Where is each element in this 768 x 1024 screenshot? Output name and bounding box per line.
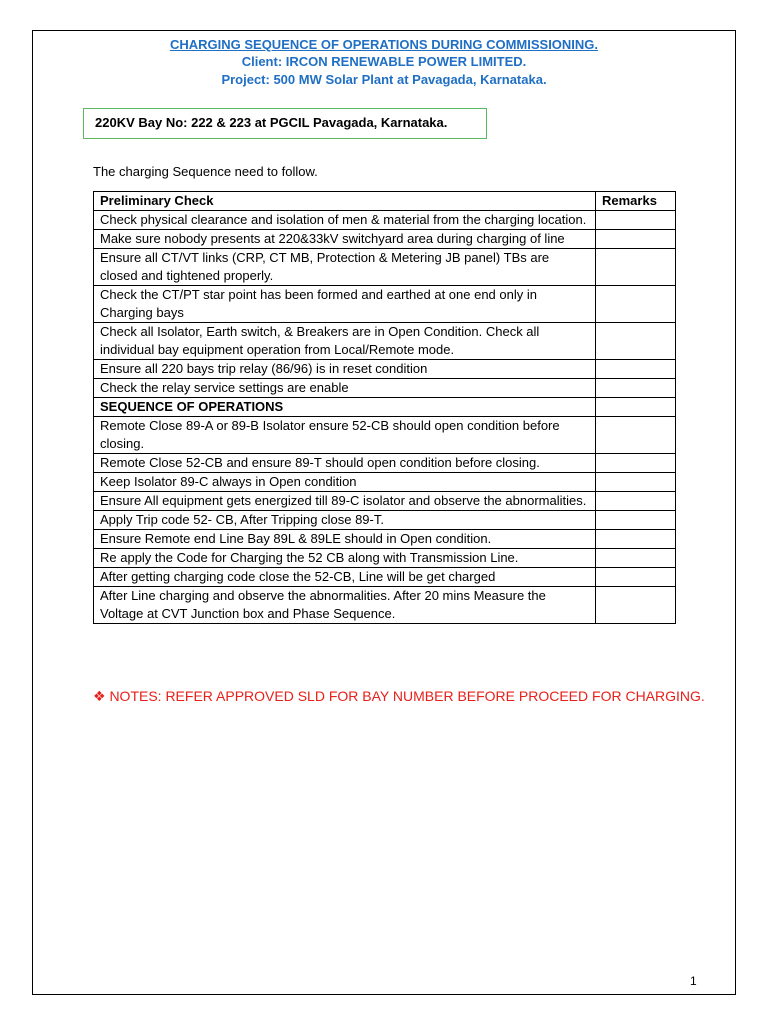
remarks-cell [596, 473, 676, 492]
operation-step: Re apply the Code for Charging the 52 CB along with Transmission Line. [94, 549, 596, 568]
remarks-cell [596, 360, 676, 379]
table-row [94, 230, 676, 249]
remarks-cell [596, 286, 676, 323]
operation-step: Apply Trip code 52- CB, After Tripping close 89-T. [94, 511, 596, 530]
remarks-cell [596, 211, 676, 230]
remarks-cell [596, 398, 676, 417]
sequence-table [93, 191, 676, 624]
column-header-check: Preliminary Check [94, 192, 596, 211]
intro-text: The charging Sequence need to follow. [93, 164, 318, 179]
section-header-row [94, 398, 676, 417]
project-line: Project: 500 MW Solar Plant at Pavagada, Karnataka. [221, 72, 547, 87]
remarks-cell [596, 568, 676, 587]
check-item: Check physical clearance and isolation of men & material from the charging location. [94, 211, 596, 230]
check-item: Check the CT/PT star point has been formed and earthed at one end only in Charging bays [94, 286, 596, 323]
table-row [94, 417, 676, 454]
check-item: Check the relay service settings are enable [94, 379, 596, 398]
table-row [94, 473, 676, 492]
table-row [94, 211, 676, 230]
table-row [94, 286, 676, 323]
operation-step: Keep Isolator 89-C always in Open condition [94, 473, 596, 492]
document-title: CHARGING SEQUENCE OF OPERATIONS DURING COMMISSIONING. [169, 37, 599, 52]
remarks-cell [596, 587, 676, 624]
section-heading: SEQUENCE OF OPERATIONS [94, 398, 596, 417]
operation-step: After Line charging and observe the abnormalities. After 20 mins Measure the Voltage at CVT Junction box and Phase Sequence. [94, 587, 596, 624]
table-row [94, 249, 676, 286]
table-row [94, 492, 676, 511]
table-header-row [94, 192, 676, 211]
notes-text: ❖ NOTES: REFER APPROVED SLD FOR BAY NUMBER BEFORE PROCEED FOR CHARGING. [93, 688, 705, 704]
page-number: 1 [690, 974, 697, 988]
table-row [94, 511, 676, 530]
table-row [94, 587, 676, 624]
operation-step: After getting charging code close the 52-CB, Line will be get charged [94, 568, 596, 587]
remarks-cell [596, 549, 676, 568]
remarks-cell [596, 530, 676, 549]
check-item: Make sure nobody presents at 220&33kV switchyard area during charging of line [94, 230, 596, 249]
client-line: Client: IRCON RENEWABLE POWER LIMITED. [241, 54, 527, 69]
check-item: Ensure all CT/VT links (CRP, CT MB, Protection & Metering JB panel) TBs are closed and tightened properly. [94, 249, 596, 286]
remarks-cell [596, 454, 676, 473]
remarks-cell [596, 492, 676, 511]
table-row [94, 568, 676, 587]
check-item: Ensure all 220 bays trip relay (86/96) is in reset condition [94, 360, 596, 379]
check-item: Check all Isolator, Earth switch, & Breakers are in Open Condition. Check all individual bay equipment operation from Local/Remote mode. [94, 323, 596, 360]
table-row [94, 454, 676, 473]
table-row [94, 379, 676, 398]
table-row [94, 360, 676, 379]
column-header-remarks: Remarks [596, 192, 676, 211]
operation-step: Remote Close 89-A or 89-B Isolator ensure 52-CB should open condition before closing. [94, 417, 596, 454]
operation-step: Ensure Remote end Line Bay 89L & 89LE should in Open condition. [94, 530, 596, 549]
table-row [94, 530, 676, 549]
operation-step: Ensure All equipment gets energized till 89-C isolator and observe the abnormalities. [94, 492, 596, 511]
remarks-cell [596, 323, 676, 360]
remarks-cell [596, 511, 676, 530]
remarks-cell [596, 230, 676, 249]
remarks-cell [596, 417, 676, 454]
remarks-cell [596, 379, 676, 398]
table-row [94, 549, 676, 568]
remarks-cell [596, 249, 676, 286]
bay-number-box: 220KV Bay No: 222 & 223 at PGCIL Pavagada, Karnataka. [83, 108, 487, 139]
table-row [94, 323, 676, 360]
operation-step: Remote Close 52-CB and ensure 89-T should open condition before closing. [94, 454, 596, 473]
